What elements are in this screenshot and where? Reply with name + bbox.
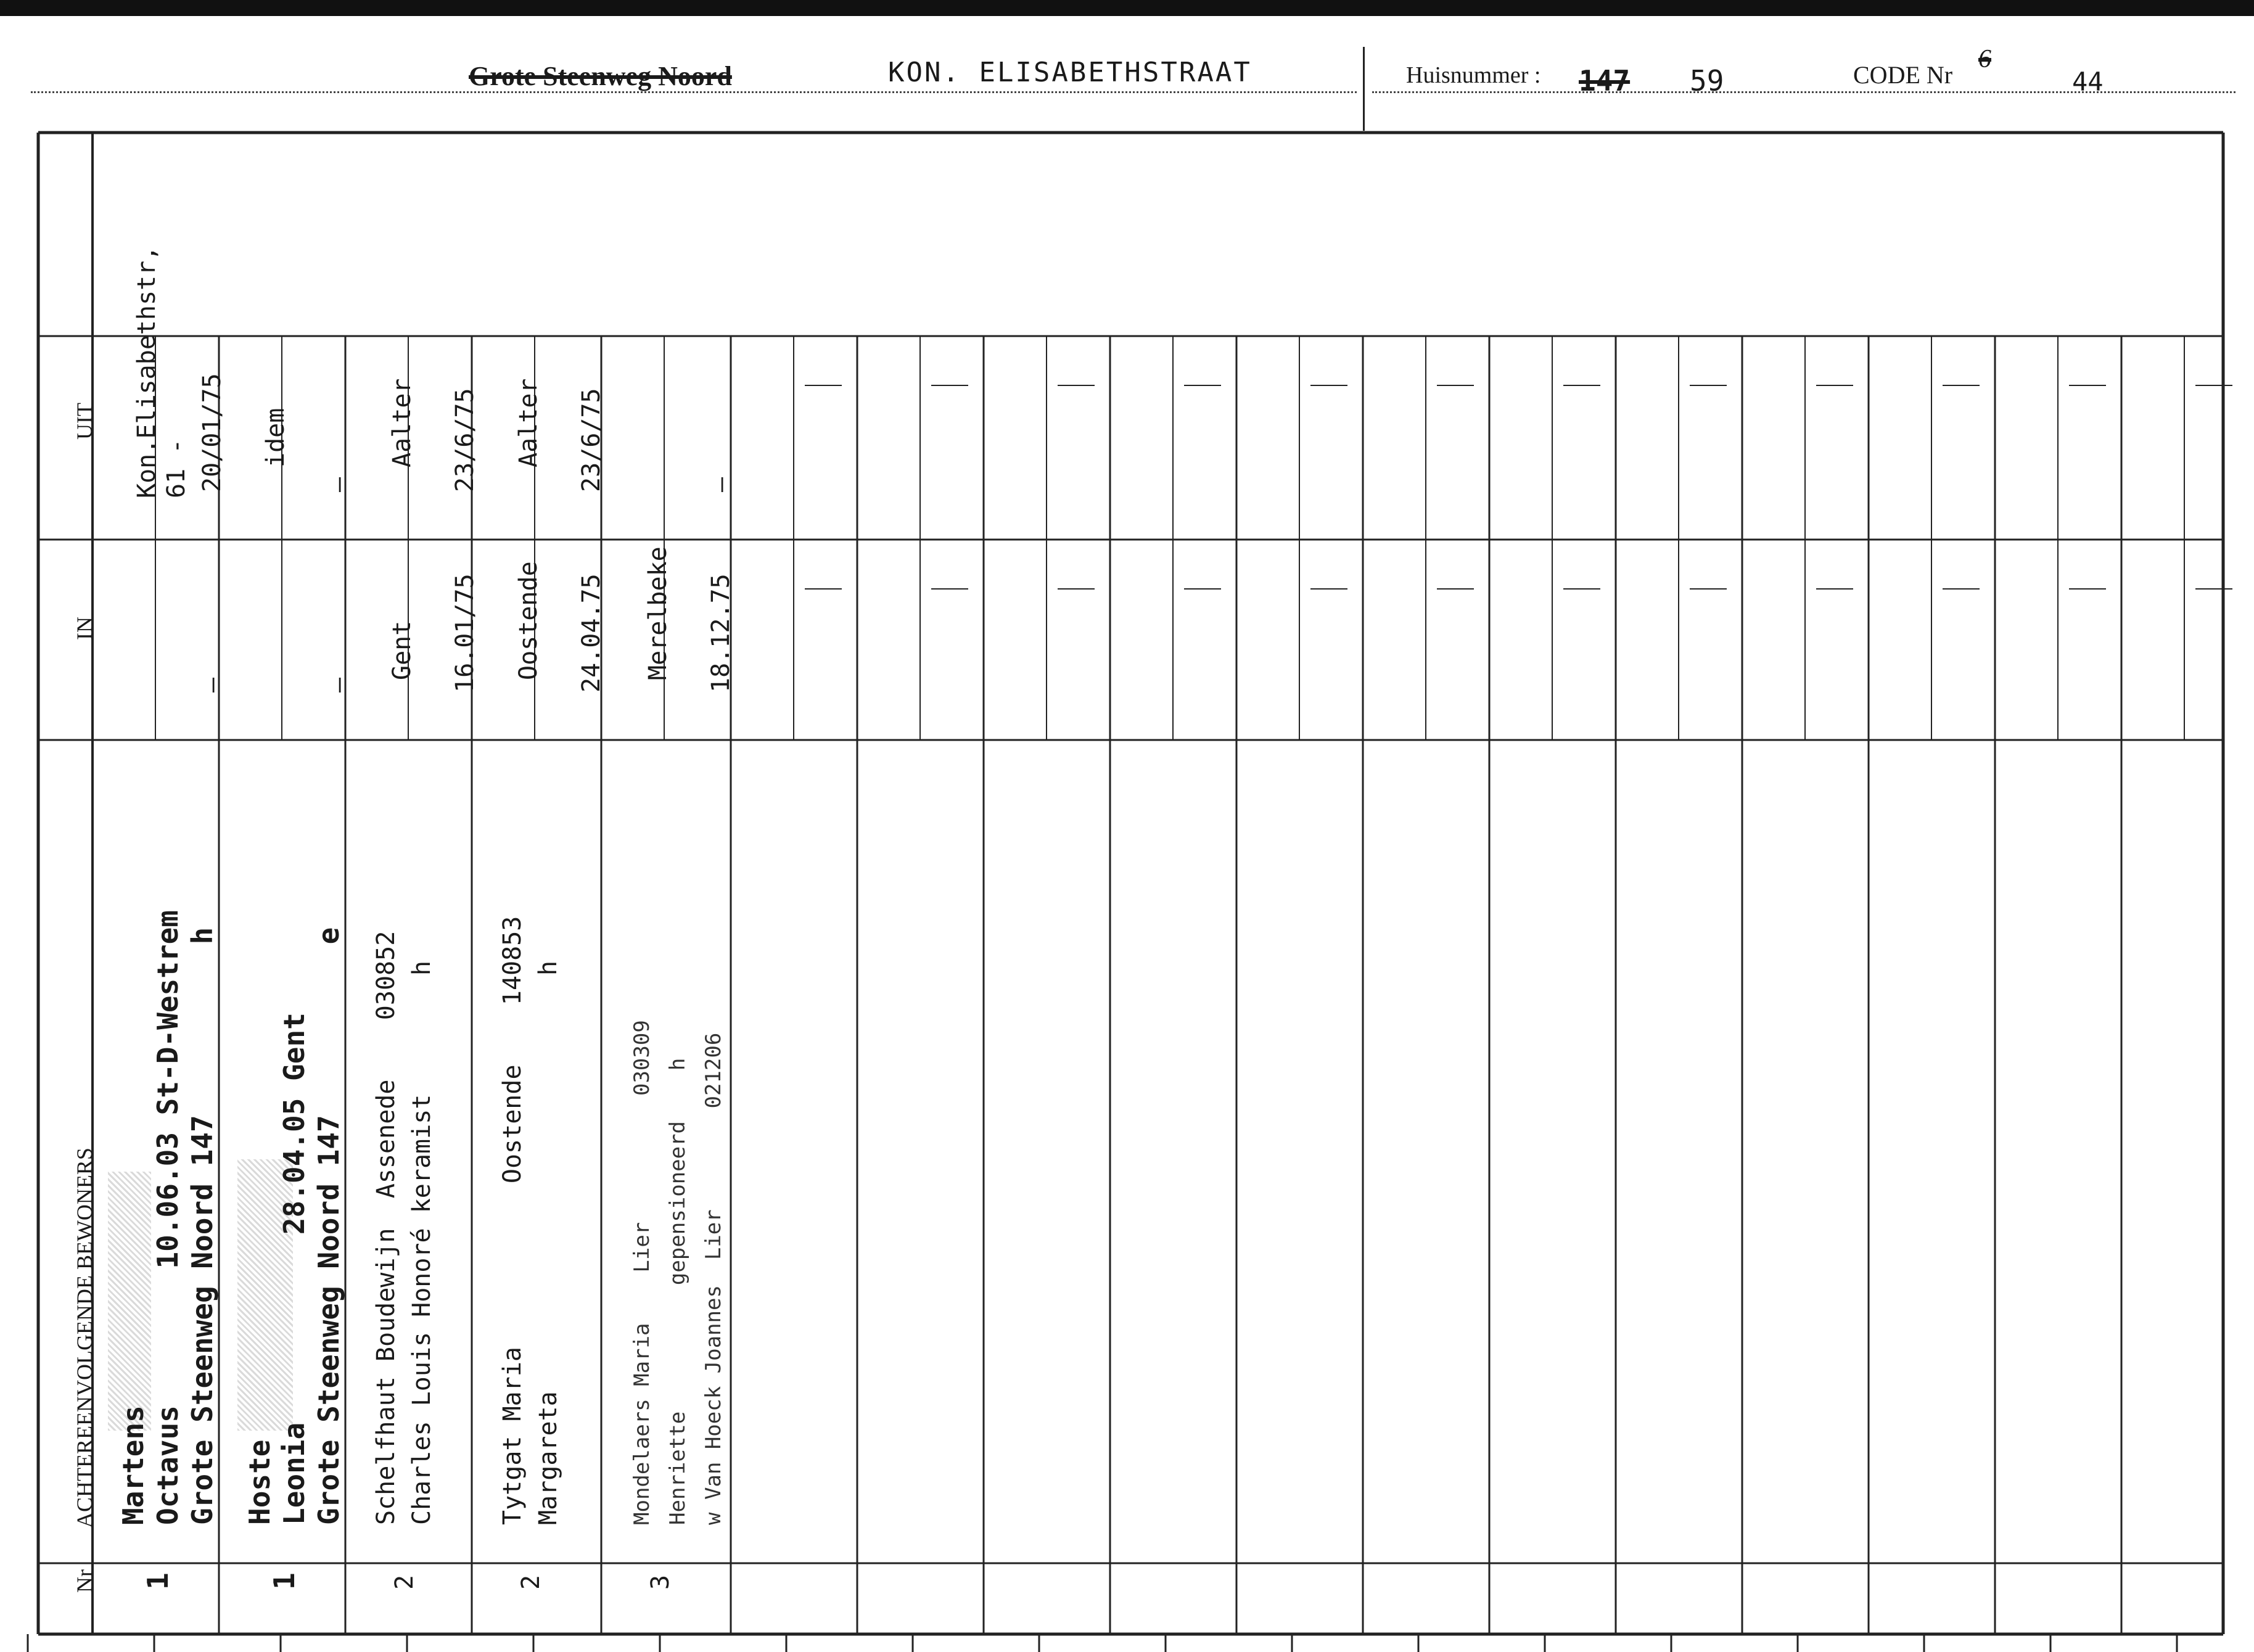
in-place-cell [601, 543, 672, 737]
top-note-line1: Kon.Elisabethstr, [133, 245, 161, 498]
entry-line: Grote Steenweg Noord 147 h [186, 927, 219, 1525]
code-new: 44 [2072, 67, 2104, 97]
entry-line: Grote Steenweg Noord 147 e [312, 927, 345, 1525]
entry-line: Margareta h [534, 960, 562, 1525]
in-date: 24.04.75 [577, 573, 606, 692]
uit-place: Aalter [514, 378, 543, 467]
uit-section [43, 336, 97, 540]
entry-line: Octavus 10.06.03 St-D-Westrem [151, 910, 184, 1525]
in-place: Gent [388, 620, 416, 680]
nr-label: Nr [72, 1569, 97, 1593]
entry-nr-cell [219, 1566, 345, 1628]
entry-nr: 2 [517, 1574, 545, 1590]
in-place-cell [472, 543, 543, 737]
entry-bewoners [345, 743, 472, 1557]
uit-place: idem [261, 408, 290, 467]
in-date-cell [535, 543, 606, 737]
entry-line: Leonia 28.04.05 Gent [278, 1013, 311, 1525]
bewoners-label: ACHTEREENVOLGENDE BEWONERS [72, 1148, 97, 1528]
in-place: Merelbeke [644, 546, 672, 680]
in-date: 16.01/75 [451, 573, 479, 692]
huisnummer-new: 59 [1690, 64, 1724, 97]
uit-place-cell [345, 339, 416, 536]
entry-nr-cell [601, 1566, 728, 1628]
entry-line: Mondelaers Maria Lier 030309 [630, 1020, 654, 1525]
in-date-cell [664, 543, 735, 737]
uit-place-cell [472, 339, 543, 536]
entry-line: Charles Louis Honoré keramist h [408, 960, 436, 1525]
code-old: 6 [1978, 45, 1991, 73]
bewoners-section [43, 740, 97, 1554]
entry-nr-cell [472, 1566, 598, 1628]
in-label: IN [72, 617, 97, 640]
huisnummer-label: Huisnummer : [1406, 62, 1541, 88]
in-place-cell [93, 543, 154, 737]
in-place-cell [345, 543, 416, 737]
uit-date: 20/01/75 [198, 373, 226, 492]
uit-date: — [707, 477, 735, 492]
entry-bewoners [472, 743, 598, 1557]
in-date-cell [282, 543, 353, 737]
entry-bewoners [93, 743, 219, 1557]
uit-place: Aalter [388, 378, 416, 467]
uit-place-cell [219, 339, 290, 536]
entry-line: Tytgat Maria Oostende 140853 [498, 916, 527, 1525]
uit-date: 23/6/75 [577, 388, 606, 492]
entry-nr: 1 [268, 1572, 301, 1590]
in-section [43, 540, 97, 740]
in-date: 18.12.75 [707, 573, 735, 692]
uit-date-cell [155, 339, 226, 536]
entry-line: w Van Hoeck Joannes Lier 021206 [701, 1032, 726, 1525]
top-note-line2: 61 - [162, 438, 191, 498]
old-street-name: Grote Steenweg Noord [469, 61, 732, 91]
uit-date: — [324, 477, 353, 492]
in-place-cell [219, 543, 281, 737]
uit-label: UIT [72, 403, 97, 440]
entry-nr-cell [345, 1566, 472, 1628]
uit-date: 23/6/75 [451, 388, 479, 492]
in-date-cell [155, 543, 226, 737]
entry-line: Martens [117, 1405, 150, 1525]
huisnummer-old: 147 [1579, 64, 1631, 97]
entry-nr-cell [93, 1566, 219, 1628]
entry-nr: 3 [646, 1574, 675, 1590]
entry-nr: 2 [390, 1574, 419, 1590]
uit-date-cell [282, 339, 353, 536]
entry-line: Schelfhaut Boudewijn Assenede 030852 [372, 931, 400, 1525]
uit-place-cell [93, 339, 154, 536]
entry-line: Hoste [243, 1439, 276, 1525]
uit-date-cell [535, 339, 606, 536]
uit-date-cell [664, 339, 735, 536]
in-date-cell [408, 543, 479, 737]
entry-bewoners [601, 743, 728, 1557]
nr-section [43, 1563, 97, 1631]
code-label: CODE Nr [1853, 61, 1953, 89]
in-place: Oostende [514, 561, 543, 680]
new-street-name: KON. ELISABETHSTRAAT [888, 57, 1252, 88]
in-date: — [324, 677, 353, 692]
uit-place-cell [601, 339, 663, 536]
uit-date-cell [408, 339, 479, 536]
in-date: — [198, 677, 226, 692]
entry-line: Henriette gepensioneerd h [665, 1058, 690, 1525]
entry-bewoners [219, 743, 345, 1557]
entry-nr: 1 [141, 1572, 175, 1590]
